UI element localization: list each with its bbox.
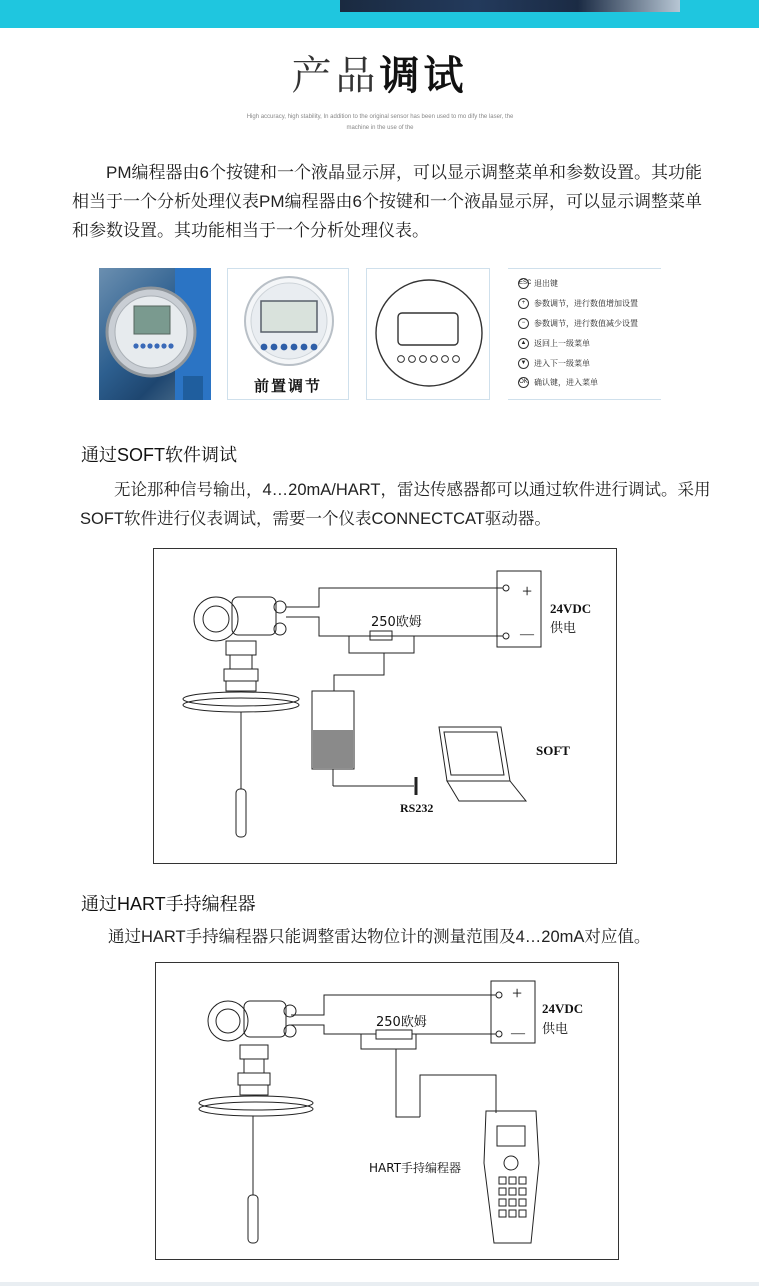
down-arrow-key-icon: ▼ <box>518 358 529 369</box>
section-subtitle: High accuracy, high stability, In addition to the original sensor has been used to mo dify the laser, the machine in the use of the <box>246 114 514 131</box>
legend-down: ▼ 进入下一级菜单 <box>518 357 590 371</box>
legend-minus: − 参数调节，进行数值减少设置 <box>518 317 638 331</box>
front-adjust-panel <box>227 268 349 400</box>
soft-supply-cn: 供电 <box>550 620 577 635</box>
key-legend <box>508 268 661 400</box>
hart-programmer-label: HART手持编程器 <box>369 1161 462 1175</box>
section-title <box>0 50 759 102</box>
keypad-drawing <box>366 268 490 400</box>
intro-paragraph: PM编程器由6个按键和一个液晶显示屏，可以显示调整菜单和参数设置。其功能相当于一个分析处理仪表PM编程器由6个按键和一个液晶显示屏，可以显示调整菜单和参数设置。其功能相当于一个分析处理仪表。 <box>72 163 702 240</box>
hart-paragraph: 通过HART手持编程器只能调整雷达物位计的测量范围及4…20mA对应值。 <box>108 928 651 946</box>
soft-software-label: SOFT <box>536 743 570 758</box>
soft-wiring-diagram <box>153 548 617 864</box>
hart-plus: + <box>512 983 523 1003</box>
hart-resistor-label: 250欧姆 <box>376 1015 427 1030</box>
minus-key-icon: − <box>518 318 529 329</box>
hart-supply-cn: 供电 <box>542 1021 569 1036</box>
soft-supply-label: 24VDC <box>550 601 592 616</box>
legend-up: ▲ 返回上一级菜单 <box>518 337 590 351</box>
ok-key-icon: OK <box>518 377 529 388</box>
bottom-divider <box>0 1282 759 1286</box>
legend-esc: ESC 退出键 <box>519 279 558 288</box>
hart-minus: — <box>511 1026 525 1041</box>
banner-photo <box>340 0 680 12</box>
legend-plus: + 参数调节，进行数值增加设置 <box>518 297 638 311</box>
soft-plus: + <box>522 581 533 601</box>
soft-heading: 通过SOFT软件调试 <box>81 445 237 465</box>
title-light: 产品 <box>291 53 380 99</box>
soft-minus: — <box>520 627 534 642</box>
legend-ok: OK 确认键，进入菜单 <box>519 378 598 387</box>
plus-key-icon: + <box>518 298 529 309</box>
title-bold: 调试 <box>379 54 468 98</box>
esc-key-icon: ESC <box>518 278 529 289</box>
soft-paragraph: 无论那种信号输出，4…20mA/HART，雷达传感器都可以通过软件进行调试。采用SOFT软件进行仪表调试，需要一个仪表CONNECTCAT驱动器。 <box>80 481 711 528</box>
hart-heading: 通过HART手持编程器 <box>81 894 256 914</box>
hart-wiring-diagram <box>155 962 619 1260</box>
up-arrow-key-icon: ▲ <box>518 338 529 349</box>
rs232-label: RS232 <box>400 801 434 815</box>
hart-supply-label: 24VDC <box>542 1001 584 1016</box>
soft-resistor-label: 250欧姆 <box>371 615 422 630</box>
front-adjust-caption: 前置调节 <box>253 378 322 395</box>
instrument-photo <box>99 268 211 400</box>
